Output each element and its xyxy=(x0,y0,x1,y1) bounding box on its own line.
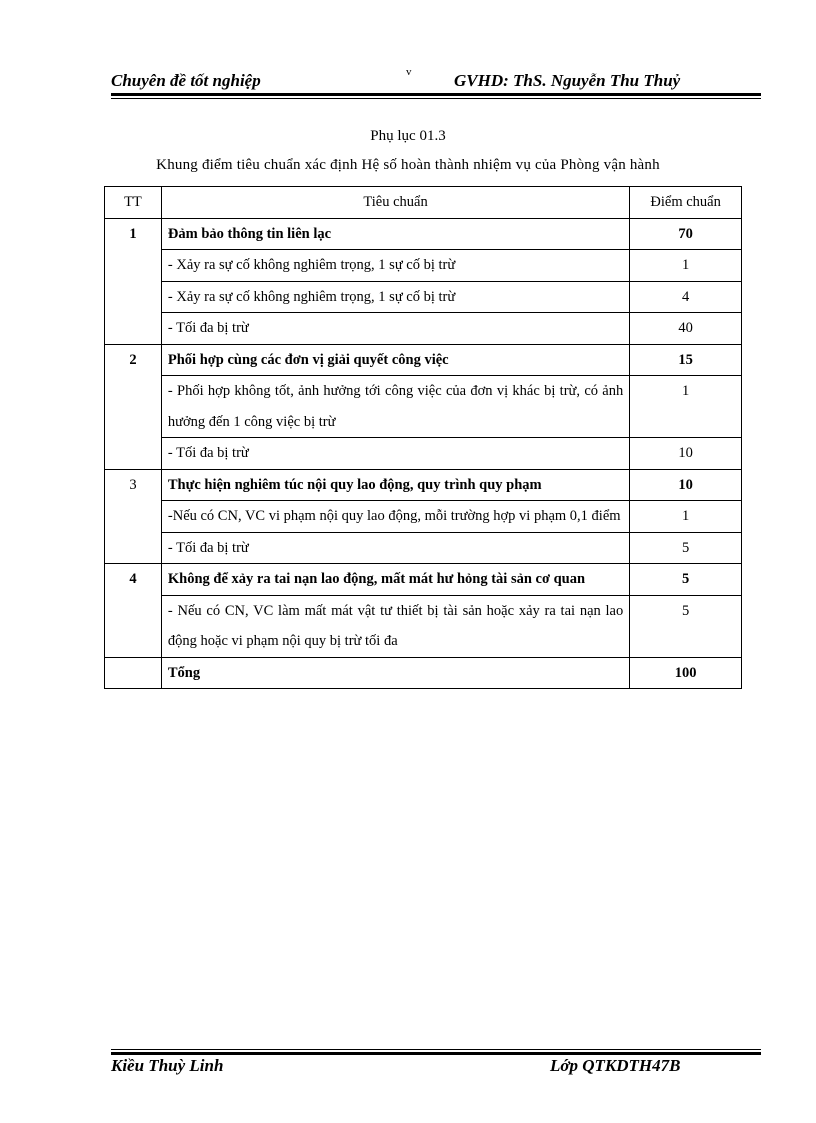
header-tt: TT xyxy=(105,187,162,219)
header-rule-thin xyxy=(111,98,761,99)
row-criteria: -Nếu có CN, VC vi phạm nội quy lao động, mỗi trường hợp vi phạm 0,1 điểm xyxy=(161,501,629,533)
row-criteria: Thực hiện nghiêm túc nội quy lao động, quy trình quy phạm xyxy=(161,469,629,501)
table-row xyxy=(105,313,742,345)
row-tt xyxy=(105,313,162,345)
criteria-table xyxy=(104,186,742,689)
table-row xyxy=(105,344,742,376)
row-points: 70 xyxy=(630,218,742,250)
header-points: Điểm chuẩn xyxy=(630,187,742,219)
row-criteria: - Tối đa bị trừ xyxy=(161,532,629,564)
row-criteria: - Tối đa bị trừ xyxy=(161,313,629,345)
row-points: 1 xyxy=(630,250,742,282)
row-points: 5 xyxy=(630,595,742,657)
row-points: 1 xyxy=(630,501,742,533)
row-criteria: Phối hợp cùng các đơn vị giải quyết công việc xyxy=(161,344,629,376)
table-row xyxy=(105,564,742,596)
table-row xyxy=(105,281,742,313)
row-points: 5 xyxy=(630,564,742,596)
table-row xyxy=(105,501,742,533)
footer-right: Lớp QTKDTH47B xyxy=(550,1056,681,1075)
row-criteria: - Nếu có CN, VC làm mất mát vật tư thiết bị tài sản hoặc xảy ra tai nạn lao động hoặc vi phạm nội quy bị trừ tối đa xyxy=(161,595,629,657)
total-label: Tổng xyxy=(161,657,629,689)
table-row xyxy=(105,438,742,470)
row-tt xyxy=(105,438,162,470)
row-criteria: - Tối đa bị trừ xyxy=(161,438,629,470)
row-points: 4 xyxy=(630,281,742,313)
table-row xyxy=(105,376,742,438)
row-tt xyxy=(105,281,162,313)
row-tt xyxy=(105,532,162,564)
row-points: 10 xyxy=(630,469,742,501)
footer-left: Kiều Thuỳ Linh xyxy=(111,1056,224,1075)
header-left: Chuyên đề tốt nghiệp xyxy=(111,71,261,90)
row-tt: 1 xyxy=(105,218,162,250)
row-points: 10 xyxy=(630,438,742,470)
row-criteria: - Xảy ra sự cố không nghiêm trọng, 1 sự cố bị trừ xyxy=(161,250,629,282)
row-points: 1 xyxy=(630,376,742,438)
row-criteria: - Xảy ra sự cố không nghiêm trọng, 1 sự cố bị trừ xyxy=(161,281,629,313)
table-row xyxy=(105,532,742,564)
row-tt xyxy=(105,595,162,657)
table-title: Khung điểm tiêu chuẩn xác định Hệ số hoàn thành nhiệm vụ của Phòng vận hành xyxy=(156,157,660,173)
row-tt xyxy=(105,501,162,533)
footer-rule-thin xyxy=(111,1049,761,1050)
table-row xyxy=(105,250,742,282)
header-rule-thick xyxy=(111,93,761,96)
row-tt xyxy=(105,376,162,438)
row-tt: 3 xyxy=(105,469,162,501)
header-criteria: Tiêu chuẩn xyxy=(161,187,629,219)
row-tt xyxy=(105,250,162,282)
row-tt: 4 xyxy=(105,564,162,596)
row-criteria: - Phối hợp không tốt, ảnh hưởng tới công việc của đơn vị khác bị trừ, có ảnh hưởng đến 1 công việc bị trừ xyxy=(161,376,629,438)
page-mark: v xyxy=(406,66,412,78)
row-criteria: Đảm bảo thông tin liên lạc xyxy=(161,218,629,250)
header-right: GVHD: ThS. Nguyễn Thu Thuỷ xyxy=(454,71,681,90)
table-row xyxy=(105,469,742,501)
table-header-row xyxy=(105,187,742,219)
row-points: 5 xyxy=(630,532,742,564)
total-points: 100 xyxy=(630,657,742,689)
row-points: 15 xyxy=(630,344,742,376)
table-row xyxy=(105,595,742,657)
row-criteria: Không để xảy ra tai nạn lao động, mất mát hư hỏng tài sản cơ quan xyxy=(161,564,629,596)
total-row xyxy=(105,657,742,689)
table-row xyxy=(105,218,742,250)
row-tt: 2 xyxy=(105,344,162,376)
appendix-label: Phụ lục 01.3 xyxy=(370,128,446,144)
row-points: 40 xyxy=(630,313,742,345)
row-tt xyxy=(105,657,162,689)
footer-rule-thick xyxy=(111,1052,761,1055)
